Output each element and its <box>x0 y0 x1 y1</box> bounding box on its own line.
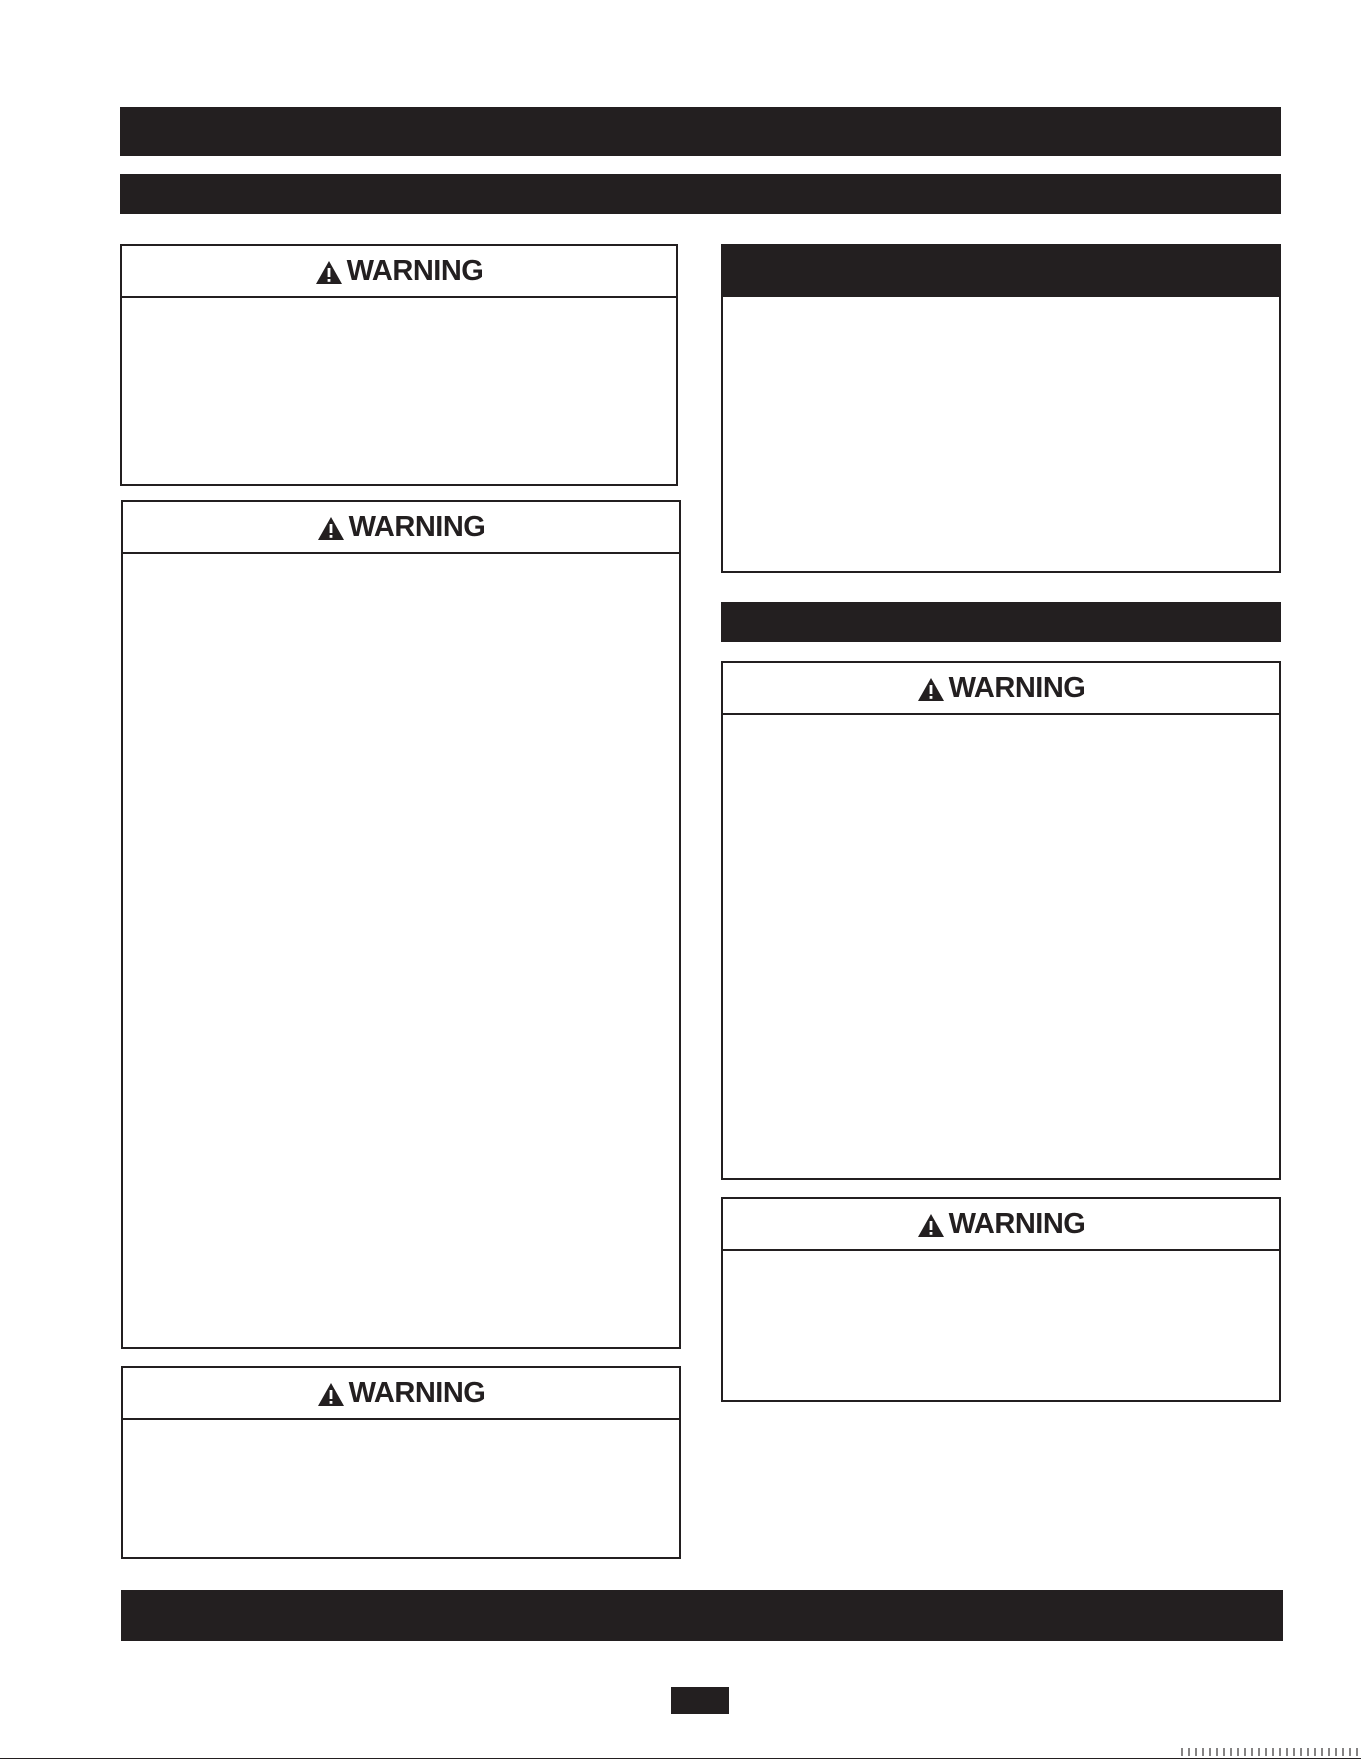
warning-box-3 <box>121 1366 681 1559</box>
section-title-bar <box>120 174 1281 214</box>
info-box-body <box>723 297 1279 571</box>
warning-label: WARNING <box>948 671 1086 704</box>
footer-bar <box>121 1590 1283 1641</box>
info-box-header <box>723 246 1279 297</box>
warning-box-1 <box>120 244 678 486</box>
warning-header <box>123 1368 679 1420</box>
warning-body <box>123 554 679 1347</box>
warning-body <box>122 298 676 484</box>
warning-body <box>723 715 1279 1178</box>
warning-triangle-icon <box>315 260 343 285</box>
warning-header <box>122 246 676 298</box>
bottom-rule <box>0 1758 1361 1759</box>
header-bar <box>120 107 1281 156</box>
warning-box-5 <box>721 1197 1281 1402</box>
warning-header <box>123 502 679 554</box>
warning-label: WARNING <box>346 254 484 287</box>
warning-triangle-icon <box>317 1382 345 1407</box>
warning-body <box>123 1420 679 1557</box>
warning-body <box>723 1251 1279 1400</box>
warning-triangle-icon <box>317 516 345 541</box>
warning-label: WARNING <box>348 1376 486 1409</box>
info-box <box>721 244 1281 573</box>
warning-label: WARNING <box>948 1207 1086 1240</box>
warning-label: WARNING <box>348 510 486 543</box>
warning-triangle-icon <box>917 677 945 702</box>
page-number <box>671 1687 729 1714</box>
subsection-title-bar <box>721 602 1281 642</box>
warning-box-2 <box>121 500 681 1349</box>
trim-marks <box>1181 1748 1361 1756</box>
warning-triangle-icon <box>917 1213 945 1238</box>
warning-header <box>723 663 1279 715</box>
warning-header <box>723 1199 1279 1251</box>
warning-box-4 <box>721 661 1281 1180</box>
